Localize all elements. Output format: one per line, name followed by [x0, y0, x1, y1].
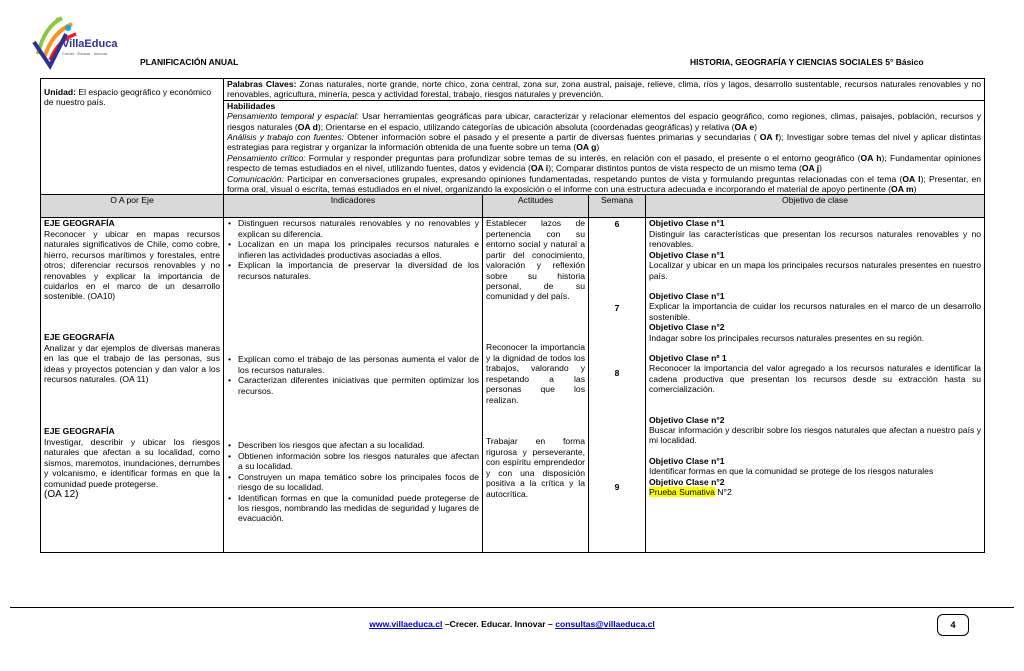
objective-1: Objetivo Clase n°1 Distinguir las características que presentan los recursos naturales renovables y no renovables.	[649, 218, 982, 250]
indicator-item: • Obtienen información sobre los riesgos naturales que afectan a su localidad.	[227, 451, 479, 472]
col-header-indicadores: Indicadores	[224, 195, 483, 218]
page-header	[0, 0, 1024, 78]
column-header-row	[41, 195, 985, 218]
objective-7: Objetivo Clase n°1 Identificar formas en que la comunidad se protege de los riesgos naturales	[649, 455, 934, 477]
logo-tagline: Crecer · Educar · Innovar	[62, 51, 108, 56]
indicators-cell	[224, 218, 483, 553]
objectives-cell	[646, 218, 985, 553]
indicators-group-1	[227, 218, 479, 354]
indicator-item: • Explican la importancia de preservar la diversidad de los recursos naturales.	[227, 260, 479, 281]
oa-cell	[41, 218, 224, 553]
header-title-left: PLANIFICACIÓN ANUAL	[140, 57, 239, 67]
planning-table	[40, 78, 985, 553]
indicator-item: • Describen los riesgos que afectan a su localidad.	[227, 440, 479, 450]
skill-communication: Comunicación: Participar en conversaciones grupales, expresando opiniones fundamentadas, respetando puntos de vista y formulando preguntas relacionadas con el tema (OA l); Presentar, en forma oral, visual o escrita, temas estudiados en el nivel, organizando la exposición o el informe con una estructura adecuada e incorporando el material de apoyo pertinente (OA m)	[227, 173, 982, 195]
skills-cell	[224, 100, 985, 195]
content-row	[41, 218, 985, 553]
objective-6: Objetivo Clase n°2 Buscar información y describir sobre los riesgos naturales que afectan a nuestro país y mi localidad.	[649, 414, 982, 446]
skill-critical: Pensamiento crítico: Formular y responder preguntas para profundizar sobre temas de su interés, en relación con el pasado, el presente o el entorno geográfico (OA h); Fundamentar opiniones respecto de temas estudiados en el nivel, utilizando fuentes, datos y evidencia (OA i); Comparar distintos puntos de vista respecto de un mismo tema (OA j)	[227, 152, 982, 174]
col-header-actitudes: Actitudes	[483, 195, 589, 218]
page-number: 4	[937, 614, 969, 636]
unit-value: El espacio geográfico y económico de nuestro país.	[44, 87, 212, 108]
unit-row	[41, 79, 985, 101]
attitude-2: Reconocer la importancia y la dignidad de todos los trabajos, valorando y respetando a las personas que los realizan.	[486, 342, 585, 405]
attitude-1: Establecer lazos de pertenencia con su entorno social y natural a partir del conocimiento, valoración y reflexión sobre su historia personal, de su comunidad y del país.	[486, 218, 585, 302]
highlight-prueba: Prueba Sumativa	[649, 487, 715, 497]
skill-temporal: Pensamiento temporal y espacial: Usar herramientas geográficas para ubicar, caracterizar y relacionar elementos del espacio geográfico, como regiones, climas, paisajes, población, recursos y riesgos naturales (OA d); Orientarse en el espacio, utilizando categorías de ubicación absoluta (coordenadas geográficas) y relativa (OA e)	[227, 111, 982, 132]
header-title-right: HISTORIA, GEOGRAFÍA Y CIENCIAS SOCIALES 5° Básico	[690, 57, 924, 67]
indicator-item: • Distinguen recursos naturales renovables y no renovables y explican su diferencia.	[227, 218, 479, 239]
keywords-cell	[224, 79, 985, 101]
email-link[interactable]: consultas@villaeduca.cl	[555, 619, 655, 629]
unit-label: Unidad:	[44, 87, 76, 97]
col-header-oa: O A por Eje	[41, 195, 224, 218]
oa-block-2: EJE GEOGRAFÍA Analizar y dar ejemplos de diversas maneras en las que el trabajo de las personas, sus ideas y proyectos potencian y dan valor a los recursos naturales. (OA 11)	[44, 332, 220, 385]
attitudes-cell	[483, 218, 589, 553]
page-footer	[0, 619, 1024, 629]
indicator-item: • Caracterizan diferentes iniciativas que permiten optimizar los recursos.	[227, 375, 479, 396]
skills-title: Habilidades	[227, 100, 276, 111]
week-7: 7	[614, 303, 620, 314]
oa-block-1: EJE GEOGRAFÍA Reconocer y ubicar en mapas recursos naturales significativos de Chile, como cobre, hierro, recursos marítimos y forestales, entre otros; diferenciar recursos renovables y no renovables y explicar la importancia de cuidarlos en el marco de un desarrollo sostenible. (OA10)	[44, 218, 220, 302]
oa-block-3: EJE GEOGRAFÍA Investigar, describir y ubicar los riesgos naturales que afectan a su localidad, como sismos, maremotos, inundaciones, derrumbes y volcanismo, e identificar formas en que la comunidad puede protegerse. (OA 12)	[44, 426, 220, 500]
logo-text: VillaEduca	[62, 38, 118, 50]
skill-sources: Análisis y trabajo con fuentes: Obtener información sobre el pasado y el presente a partir de diversas fuentes primarias y secundarias ( OA f); Investigar sobre temas del nivel y aplicar distintas estrategias para registrar y organizar la información obtenida de una fuente sobre un tema (OA g)	[227, 132, 982, 153]
col-header-semana: Semana	[589, 195, 646, 218]
indicator-item: • Localizan en un mapa los principales recursos naturales e infieren las actividades productivas asociadas a ellos.	[227, 239, 479, 260]
week-cell	[589, 218, 646, 553]
footer-divider	[10, 607, 1014, 608]
week-6: 6	[614, 219, 620, 230]
keywords-value: Zonas naturales, norte grande, norte chico, zona central, zona sur, zona austral, paisaje, relieve, clima, ríos y lagos, desarrollo sustentable, recursos naturales renovables y no renovables, agricultura, minería, pesca y actividad forestal, trabajo, riesgos naturales y prevención.	[227, 79, 982, 100]
objective-3: Objetivo Clase n°1 Explicar la importancia de cuidar los recursos naturales en el marco de un desarrollo sostenible.	[649, 290, 982, 322]
indicator-item: • Explican como el trabajo de las personas aumenta el valor de los recursos naturales.	[227, 354, 479, 375]
col-header-objetivo: Objetivo de clase	[646, 195, 985, 218]
week-8: 8	[614, 368, 620, 379]
indicator-item: • Construyen un mapa temático sobre los principales focos de riesgo de su localidad.	[227, 472, 479, 493]
indicators-group-2	[227, 354, 479, 440]
site-link[interactable]: www.villaeduca.cl	[369, 619, 443, 629]
objective-8: Objetivo Clase n°2 Prueba Sumativa N°2	[649, 476, 732, 497]
unit-cell	[41, 79, 224, 195]
objective-5: Objetivo Clase nº 1 Reconocer la importancia del valor agregado a los recursos naturales e identificar la cadena productiva que presentan los recursos desde su extracción hasta su comercialización.	[649, 352, 982, 395]
keywords-label: Palabras Claves:	[227, 79, 297, 89]
indicator-item: • Identifican formas en que la comunidad puede protegerse de los riesgos, nombrando las medidas de seguridad y lugares de evacuación.	[227, 493, 479, 524]
indicators-group-3	[227, 440, 479, 523]
attitude-3: Trabajar en forma rigurosa y perseverante, con espíritu emprendedor y con una disposición positiva a la crítica y la autocrítica.	[486, 436, 585, 499]
objective-4: Objetivo Clase n°2 Indagar sobre los principales recursos naturales presentes en su región.	[649, 322, 925, 343]
objective-2: Objetivo Clase n°1 Localizar y ubicar en un mapa los principales recursos naturales presentes en nuestro país.	[649, 249, 982, 281]
week-9: 9	[614, 482, 620, 493]
footer-slogan: –Crecer. Educar. Innovar –	[442, 619, 556, 629]
